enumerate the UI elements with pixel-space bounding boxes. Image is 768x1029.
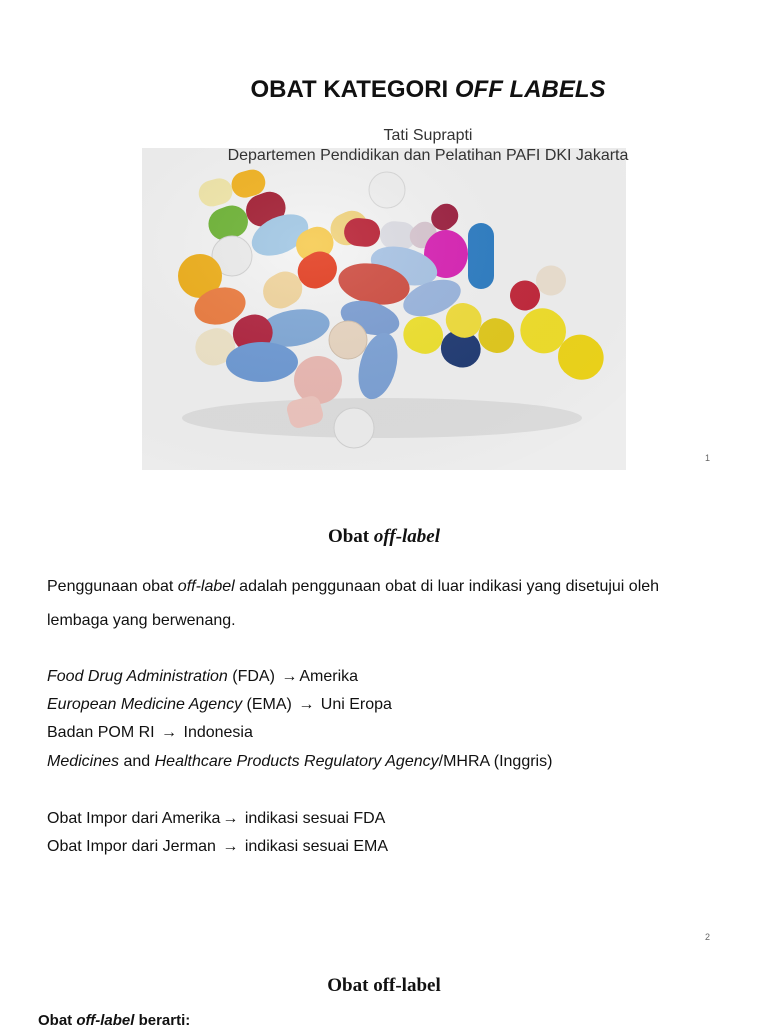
text-part: berarti: (134, 1012, 191, 1029)
arrow-icon: → (161, 724, 178, 741)
arrow-icon: → (222, 838, 239, 855)
import-origin: Obat Impor dari Jerman (47, 838, 221, 855)
agency-name: Healthcare Products Regulatory Agency (154, 753, 439, 770)
import-line-germany (47, 838, 388, 856)
agency-region: Uni Eropa (316, 696, 392, 713)
import-origin: Obat Impor dari Amerika (47, 810, 221, 827)
agency-abbr: (EMA) (242, 696, 297, 713)
arrow-icon: → (281, 668, 298, 685)
title-part: OBAT KATEGORI (250, 76, 455, 103)
import-indication: indikasi sesuai FDA (240, 810, 386, 827)
agency-abbr: (FDA) (227, 668, 280, 685)
text-part: Penggunaan obat (47, 578, 178, 595)
definition-line-1 (47, 578, 659, 596)
text-part: adalah penggunaan obat di luar indikasi yang disetujui oleh (234, 578, 660, 595)
text-part: and (119, 753, 155, 770)
slide3-intro-line (38, 1012, 190, 1029)
agency-abbr: /MHRA (Inggris) (438, 753, 553, 770)
heading-italic-part: off-label (373, 526, 441, 547)
arrow-icon: → (222, 810, 239, 827)
page-number: 1 (705, 453, 711, 463)
agency-name: Food Drug Administration (47, 668, 228, 685)
import-indication: indikasi sesuai EMA (240, 838, 389, 855)
agency-abbr: Badan POM RI (47, 724, 160, 741)
agency-line-fda (47, 668, 358, 686)
pills-photo (142, 148, 626, 470)
agency-region: Indonesia (179, 724, 253, 741)
definition-line-2: lembaga yang berwenang. (47, 612, 236, 629)
text-part: Obat (38, 1012, 77, 1029)
agency-line-bpom (47, 724, 253, 742)
text-italic-part: off-label (177, 578, 235, 595)
slide-heading (0, 526, 768, 548)
author-name: Tati Suprapti (383, 127, 473, 144)
slide-title (0, 76, 768, 104)
arrow-icon: → (298, 696, 315, 713)
agency-line-ema (47, 696, 392, 714)
page-number: 2 (705, 932, 711, 942)
department-name: Departemen Pendidikan dan Pelatihan PAFI DKI Jakarta (227, 147, 629, 164)
agency-line-mhra (47, 753, 552, 771)
title-italic-part: OFF LABELS (454, 76, 606, 103)
text-italic-part: off-label (76, 1012, 135, 1029)
heading-part: Obat (327, 526, 374, 547)
agency-region: Amerika (299, 668, 359, 685)
slide-heading: Obat off-label (327, 975, 441, 996)
agency-name: European Medicine Agency (47, 696, 243, 713)
agency-name: Medicines (47, 753, 120, 770)
import-line-america (47, 810, 385, 828)
